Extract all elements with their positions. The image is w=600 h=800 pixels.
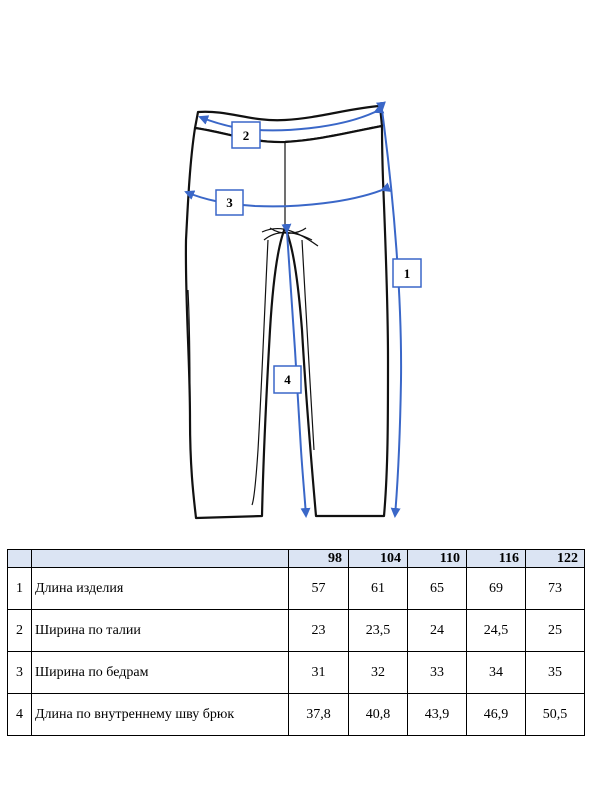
label-1-text: 1 (403, 266, 411, 281)
label-3 (216, 190, 243, 215)
row-measurement-name: Длина по внутреннему шву брюк (32, 694, 289, 736)
row-value: 37,8 (289, 694, 349, 736)
label-2-text: 2 (242, 128, 250, 143)
row-value: 43,9 (408, 694, 467, 736)
row-value: 23,5 (349, 610, 408, 652)
row-value: 46,9 (467, 694, 526, 736)
row-value: 34 (467, 652, 526, 694)
header-size: 98 (289, 550, 349, 568)
row-value: 31 (289, 652, 349, 694)
size-table (7, 549, 585, 736)
row-measurement-name: Ширина по бедрам (32, 652, 289, 694)
table-header-row (8, 550, 585, 568)
row-value: 23 (289, 610, 349, 652)
row-number: 2 (8, 610, 32, 652)
label-2 (232, 122, 260, 148)
row-value: 24,5 (467, 610, 526, 652)
table-row (8, 610, 585, 652)
header-size: 110 (408, 550, 467, 568)
label-1 (393, 259, 421, 287)
row-number: 1 (8, 568, 32, 610)
row-value: 35 (526, 652, 585, 694)
row-value: 24 (408, 610, 467, 652)
header-empty-num (8, 550, 32, 568)
row-value: 32 (349, 652, 408, 694)
label-4 (274, 366, 301, 393)
row-number: 4 (8, 694, 32, 736)
row-value: 61 (349, 568, 408, 610)
row-value: 33 (408, 652, 467, 694)
row-value: 69 (467, 568, 526, 610)
row-value: 73 (526, 568, 585, 610)
label-4-text: 4 (284, 372, 291, 387)
row-number: 3 (8, 652, 32, 694)
row-value: 25 (526, 610, 585, 652)
row-value: 65 (408, 568, 467, 610)
row-value: 40,8 (349, 694, 408, 736)
header-size: 104 (349, 550, 408, 568)
row-measurement-name: Длина изделия (32, 568, 289, 610)
table-row (8, 568, 585, 610)
row-value: 57 (289, 568, 349, 610)
label-3-text: 3 (226, 195, 233, 210)
table-row (8, 694, 585, 736)
header-size: 116 (467, 550, 526, 568)
header-size: 122 (526, 550, 585, 568)
pants-outline (186, 106, 388, 518)
table-row (8, 652, 585, 694)
row-measurement-name: Ширина по талии (32, 610, 289, 652)
row-value: 50,5 (526, 694, 585, 736)
header-empty-name (32, 550, 289, 568)
